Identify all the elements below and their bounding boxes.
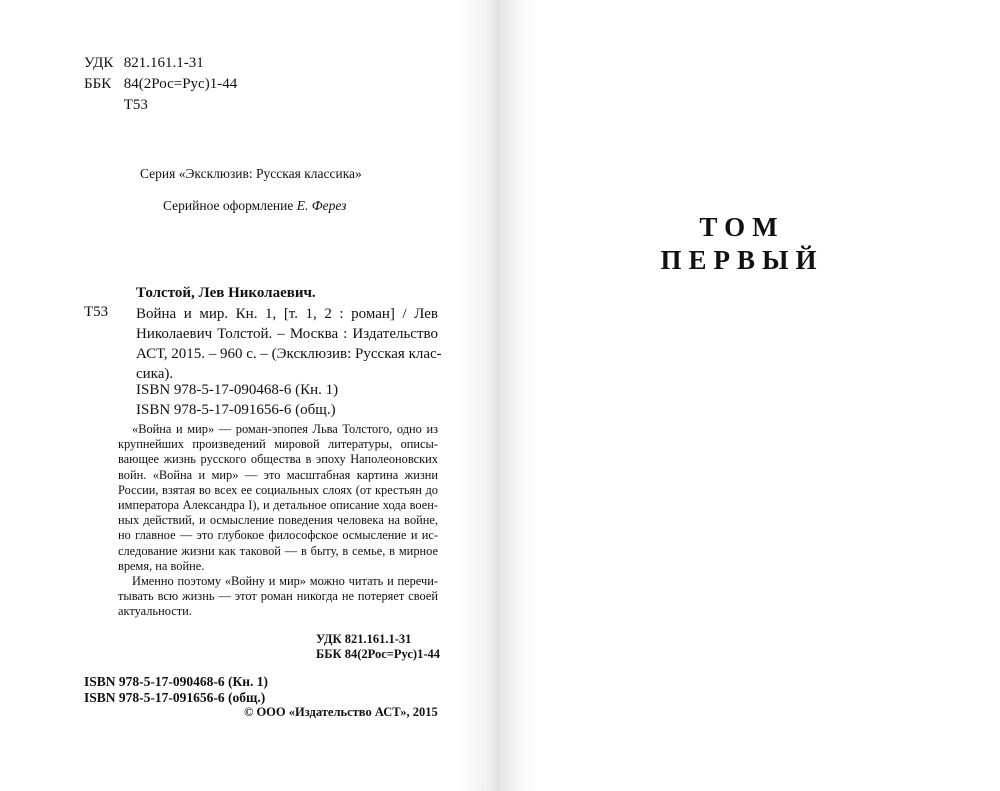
abstract-line: ных действий, и осмысление поведения человека на войне,	[118, 513, 438, 528]
gutter-shadow-right	[500, 0, 540, 791]
udk-bottom: УДК 821.161.1-31	[316, 632, 412, 646]
abstract-line: тывать всю жизнь — этот роман никогда не потеряет своей	[118, 589, 438, 604]
udk-code-row	[84, 54, 204, 72]
bbk-value: 84(2Рос=Рус)1-44	[123, 76, 238, 92]
bbk-bottom: ББК 84(2Рос=Рус)1-44	[316, 647, 440, 661]
volume-title-line-1: ТОМ	[699, 212, 785, 242]
abstract-line: но главное — это глубокое философское осмысление и ис-	[118, 528, 438, 543]
abstract-line: крупнейших произведений мировой литературы, описы-	[118, 437, 438, 452]
isbn-bottom-set: ISBN 978-5-17-091656-6 (общ.)	[84, 690, 266, 705]
abstract-line: Именно поэтому «Войну и мир» можно читать и перечи-	[132, 573, 438, 588]
design-label: Серийное оформление	[163, 198, 294, 213]
description-line: сика).	[136, 366, 174, 382]
abstract-line: России, взятая во всех ее социальных слоях (от крестьян до	[118, 482, 438, 497]
abstract-line: «Война и мир» — роман-эпопея Льва Толстого, одно из	[132, 422, 438, 436]
abstract-line: вающее жизнь русского общества в эпоху Наполеоновских	[118, 452, 438, 467]
abstract-line: следование жизни как таковой — в быту, в семье, в мирное	[118, 543, 438, 558]
design-credit	[163, 198, 346, 214]
series-name: Серия «Эксклюзив: Русская классика»	[140, 166, 362, 181]
abstract-line: императора Александра I), и детальное описание хода воен-	[118, 497, 438, 512]
abstract-line: актуальности.	[118, 604, 192, 619]
abstract-line: время, на войне.	[118, 558, 205, 573]
udk-value: 821.161.1-31	[123, 55, 204, 71]
description-line: Война и мир. Кн. 1, [т. 1, 2 : роман] / Лев	[136, 306, 438, 322]
bbk-label: ББК	[84, 76, 112, 92]
bbk-code-row	[84, 75, 237, 93]
copyright-notice: © ООО «Издательство АСТ», 2015	[244, 705, 438, 719]
right-page	[500, 0, 1000, 791]
catalog-code: Т53	[84, 304, 109, 320]
udk-label: УДК	[84, 55, 114, 71]
description-line: Николаевич Толстой. – Москва : Издательство	[136, 326, 438, 342]
gutter-shadow-left	[455, 0, 500, 791]
catalog-isbn-book: ISBN 978-5-17-090468-6 (Кн. 1)	[136, 382, 339, 398]
isbn-bottom-book: ISBN 978-5-17-090468-6 (Кн. 1)	[84, 674, 269, 689]
description-line: АСТ, 2015. – 960 с. – (Эксклюзив: Русская клас-	[136, 346, 442, 362]
abstract-line: войн. «Война и мир» — это масштабная картина жизни	[118, 467, 438, 482]
catalog-description	[136, 304, 442, 384]
volume-title-line-2: ПЕРВЫЙ	[660, 245, 824, 275]
designer-name: Е. Ферез	[296, 198, 347, 213]
catalog-isbn-set: ISBN 978-5-17-091656-6 (общ.)	[136, 402, 336, 418]
abstract	[118, 422, 438, 619]
author-sign-value: Т53	[123, 97, 148, 113]
catalog-author: Толстой, Лев Николаевич.	[136, 285, 316, 301]
author-sign-row	[84, 96, 148, 114]
